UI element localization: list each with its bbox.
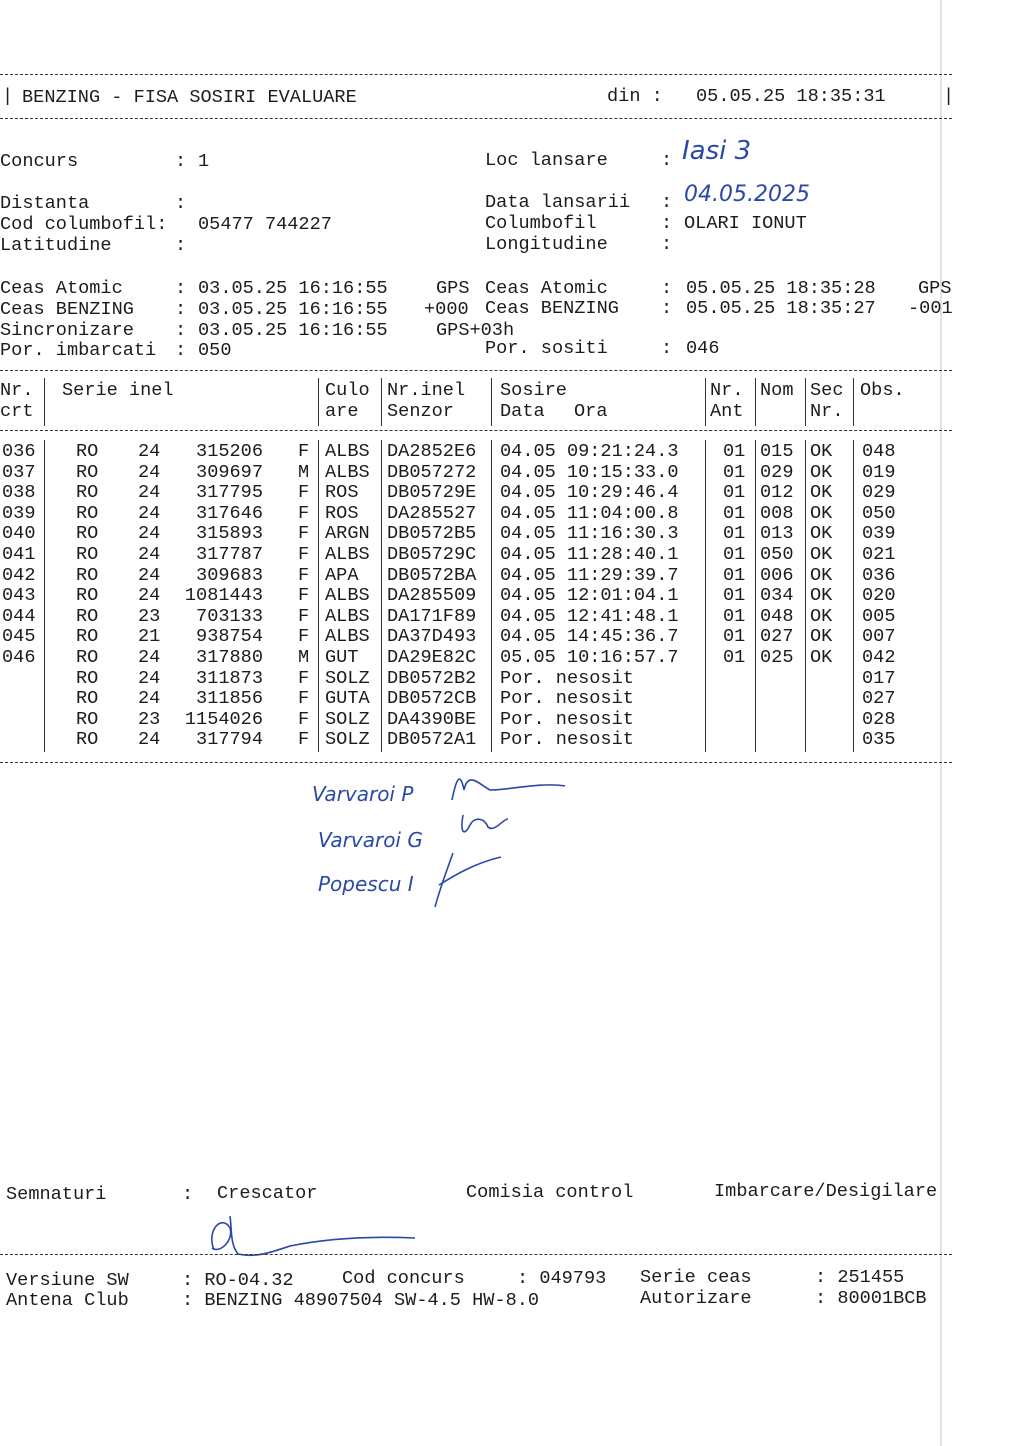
cell-nr-ant: 01 <box>723 565 746 586</box>
header-bar-right: | <box>943 86 955 107</box>
document-title: BENZING - FISA SOSIRI EVALUARE <box>22 87 357 108</box>
cell-nr-ant: 01 <box>723 441 746 462</box>
loc-lansare-colon: : <box>661 150 673 171</box>
table-column-divider <box>805 440 806 752</box>
cell-culoare: APA <box>325 565 359 586</box>
cell-obs: 036 <box>862 565 896 586</box>
cell-sex: F <box>298 626 310 647</box>
cell-nr-ant: 01 <box>723 503 746 524</box>
cell-obs: 048 <box>862 441 896 462</box>
cell-nr-ant: 01 <box>723 482 746 503</box>
cell-an: 24 <box>138 544 161 565</box>
cell-crt: 036 <box>2 441 36 462</box>
cell-nom: 027 <box>760 626 794 647</box>
cell-inel: 317787 <box>196 544 263 565</box>
versiune-sw-label: Versiune SW <box>6 1270 129 1291</box>
cell-sec: OK <box>810 544 833 565</box>
serie-ceas-label: Serie ceas <box>640 1267 752 1288</box>
cod-concurs-label: Cod concurs <box>342 1268 465 1289</box>
cell-sec: OK <box>810 462 833 483</box>
cell-nom: 006 <box>760 565 794 586</box>
table-top-rule <box>0 370 952 371</box>
cell-sex: M <box>298 462 310 483</box>
table-header-divider <box>318 378 319 426</box>
handwritten-name-3: Popescu I <box>318 872 414 896</box>
cell-inel: 309683 <box>196 565 263 586</box>
cell-tara: RO <box>76 688 99 709</box>
cell-nom: 025 <box>760 647 794 668</box>
cell-sosire: 04.05 11:28:40.1 <box>500 544 679 565</box>
cell-inel: 703133 <box>196 606 263 627</box>
cell-culoare: SOLZ <box>325 709 370 730</box>
cell-sex: F <box>298 606 310 627</box>
concurs-colon: : <box>175 151 187 172</box>
serie-ceas-value: : 251455 <box>815 1267 905 1288</box>
cell-sosire: 04.05 10:15:33.0 <box>500 462 679 483</box>
crescator-signature <box>200 1210 430 1270</box>
clock-left-suffix: +000 <box>424 299 469 320</box>
cell-sex: M <box>298 647 310 668</box>
cell-crt: 037 <box>2 462 36 483</box>
table-header-rule <box>0 430 952 431</box>
cell-an: 24 <box>138 585 161 606</box>
cell-culoare: ALBS <box>325 606 370 627</box>
cell-sosire: 04.05 11:16:30.3 <box>500 523 679 544</box>
loc-lansare-handwritten: Iasi 3 <box>682 136 752 166</box>
cell-obs: 005 <box>862 606 896 627</box>
cell-senzor: DA29E82C <box>387 647 477 668</box>
header-ora: Ora <box>574 401 608 422</box>
cell-sosire: 04.05 12:01:04.1 <box>500 585 679 606</box>
cell-sosire: Por. nesosit <box>500 668 634 689</box>
cell-tara: RO <box>76 503 99 524</box>
cod-columbofil-value: 05477 744227 <box>198 214 332 235</box>
cell-inel: 317880 <box>196 647 263 668</box>
cell-sosire: Por. nesosit <box>500 688 634 709</box>
cell-culoare: ROS <box>325 482 359 503</box>
cell-crt: 042 <box>2 565 36 586</box>
cell-crt: 038 <box>2 482 36 503</box>
clock-right-colon: : <box>661 298 673 319</box>
cell-senzor: DA37D493 <box>387 626 477 647</box>
latitudine-colon: : <box>175 235 187 256</box>
cell-an: 24 <box>138 668 161 689</box>
cell-sex: F <box>298 565 310 586</box>
cell-senzor: DB0572B5 <box>387 523 477 544</box>
data-lansarii-handwritten: 04.05.2025 <box>684 182 810 207</box>
cell-an: 24 <box>138 441 161 462</box>
clock-left-value: 03.05.25 16:16:55 <box>198 299 388 320</box>
cell-an: 24 <box>138 647 161 668</box>
cell-sec: OK <box>810 523 833 544</box>
cell-tara: RO <box>76 585 99 606</box>
cell-senzor: DA285527 <box>387 503 477 524</box>
cell-inel: 317794 <box>196 729 263 750</box>
cell-culoare: GUTA <box>325 688 370 709</box>
longitudine-label: Longitudine <box>485 234 608 255</box>
crescator-label: Crescator <box>217 1183 318 1204</box>
handwritten-name-1: Varvaroi P <box>312 782 414 806</box>
header-bar-left: | <box>2 86 14 107</box>
clock-left-value: 03.05.25 16:16:55 <box>198 278 388 299</box>
cell-sec: OK <box>810 647 833 668</box>
cell-inel: 309697 <box>196 462 263 483</box>
cell-sosire: 04.05 11:29:39.7 <box>500 565 679 586</box>
cell-obs: 020 <box>862 585 896 606</box>
cell-obs: 035 <box>862 729 896 750</box>
header-top-rule <box>0 74 952 75</box>
cell-tara: RO <box>76 729 99 750</box>
table-header-divider <box>44 378 45 426</box>
distanta-colon: : <box>175 193 187 214</box>
table-column-divider <box>755 440 756 752</box>
cell-nom: 034 <box>760 585 794 606</box>
header-nrinel-line2: Senzor <box>387 401 454 422</box>
distanta-label: Distanta <box>0 193 90 214</box>
cell-tara: RO <box>76 523 99 544</box>
cell-inel: 1154026 <box>184 709 263 730</box>
header-date-value: 05.05.25 18:35:31 <box>696 86 886 107</box>
cell-inel: 317646 <box>196 503 263 524</box>
cell-tara: RO <box>76 544 99 565</box>
handwritten-name-2: Varvaroi G <box>318 828 423 852</box>
antena-club-value: : BENZING 48907504 SW-4.5 HW-8.0 <box>182 1290 540 1311</box>
scan-edge-line <box>940 0 942 1446</box>
clock-left-suffix: GPS+03h <box>436 320 515 341</box>
cell-senzor: DA4390BE <box>387 709 477 730</box>
cell-obs: 042 <box>862 647 896 668</box>
cell-obs: 028 <box>862 709 896 730</box>
cell-obs: 019 <box>862 462 896 483</box>
cell-sex: F <box>298 688 310 709</box>
clock-right-colon: : <box>661 278 673 299</box>
cell-culoare: ALBS <box>325 441 370 462</box>
cell-inel: 315206 <box>196 441 263 462</box>
cell-senzor: DB0572CB <box>387 688 477 709</box>
cell-sex: F <box>298 503 310 524</box>
cell-sosire: Por. nesosit <box>500 729 634 750</box>
cell-inel: 317795 <box>196 482 263 503</box>
clock-left-label: Por. imbarcati <box>0 340 157 361</box>
cell-tara: RO <box>76 626 99 647</box>
clock-left-colon: : <box>175 340 187 361</box>
header-nom: Nom <box>760 380 794 401</box>
cell-tara: RO <box>76 606 99 627</box>
cell-nom: 013 <box>760 523 794 544</box>
cell-culoare: ALBS <box>325 462 370 483</box>
cod-columbofil-label: Cod columbofil: <box>0 214 168 235</box>
cell-tara: RO <box>76 647 99 668</box>
header-sec-line1: Sec <box>810 380 844 401</box>
cell-culoare: ALBS <box>325 544 370 565</box>
cell-inel: 315893 <box>196 523 263 544</box>
table-header-divider <box>853 378 854 426</box>
handwritten-initials-3 <box>425 845 515 915</box>
cell-obs: 027 <box>862 688 896 709</box>
latitudine-label: Latitudine <box>0 235 112 256</box>
header-date-label: din : <box>607 86 663 107</box>
cell-tara: RO <box>76 565 99 586</box>
cell-nr-ant: 01 <box>723 462 746 483</box>
clock-left-value: 050 <box>198 340 232 361</box>
cell-culoare: SOLZ <box>325 668 370 689</box>
cell-inel: 311856 <box>196 688 263 709</box>
cell-sosire: 04.05 14:45:36.7 <box>500 626 679 647</box>
cell-crt: 041 <box>2 544 36 565</box>
table-header-divider <box>705 378 706 426</box>
cell-culoare: GUT <box>325 647 359 668</box>
clock-right-value: 05.05.25 18:35:28 <box>686 278 876 299</box>
clock-right-suffix: -001 <box>908 298 953 319</box>
cell-sex: F <box>298 441 310 462</box>
cell-sosire: 04.05 10:29:46.4 <box>500 482 679 503</box>
cell-sec: OK <box>810 565 833 586</box>
cell-nr-ant: 01 <box>723 626 746 647</box>
header-nr-line2: crt <box>0 401 34 422</box>
cell-sec: OK <box>810 503 833 524</box>
cell-sex: F <box>298 482 310 503</box>
cell-senzor: DB0572A1 <box>387 729 477 750</box>
longitudine-colon: : <box>661 234 673 255</box>
cell-crt: 040 <box>2 523 36 544</box>
cell-sex: F <box>298 544 310 565</box>
cell-obs: 007 <box>862 626 896 647</box>
cell-an: 24 <box>138 729 161 750</box>
cell-tara: RO <box>76 462 99 483</box>
clock-left-label: Ceas BENZING <box>0 299 134 320</box>
cell-tara: RO <box>76 441 99 462</box>
cell-sec: OK <box>810 606 833 627</box>
cell-senzor: DB057272 <box>387 462 477 483</box>
cell-sex: F <box>298 709 310 730</box>
cell-senzor: DA2852E6 <box>387 441 477 462</box>
clock-right-label: Ceas Atomic <box>485 278 608 299</box>
data-lansarii-colon: : <box>661 192 673 213</box>
cell-an: 24 <box>138 462 161 483</box>
header-nr-line1: Nr. <box>0 380 34 401</box>
clock-left-colon: : <box>175 278 187 299</box>
columbofil-colon: : <box>661 213 673 234</box>
semnaturi-label: Semnaturi <box>6 1184 107 1205</box>
clock-right-label: Por. sositi <box>485 338 608 359</box>
cell-sex: F <box>298 729 310 750</box>
loc-lansare-label: Loc lansare <box>485 150 608 171</box>
cell-nr-ant: 01 <box>723 544 746 565</box>
header-sec-line2: Nr. <box>810 401 844 422</box>
header-culoare-line2: are <box>325 401 359 422</box>
cell-obs: 029 <box>862 482 896 503</box>
footer-top-rule <box>0 1254 952 1255</box>
table-column-divider <box>705 440 706 752</box>
cell-an: 24 <box>138 523 161 544</box>
data-lansarii-label: Data lansarii <box>485 192 631 213</box>
header-culoare-line1: Culo <box>325 380 370 401</box>
clock-left-colon: : <box>175 299 187 320</box>
cell-an: 24 <box>138 688 161 709</box>
header-nrant-line1: Nr. <box>710 380 744 401</box>
cell-tara: RO <box>76 709 99 730</box>
cell-sec: OK <box>810 626 833 647</box>
cell-sosire: 04.05 11:04:00.8 <box>500 503 679 524</box>
cell-obs: 050 <box>862 503 896 524</box>
clock-right-suffix: GPS <box>918 278 952 299</box>
cell-nom: 029 <box>760 462 794 483</box>
cell-nr-ant: 01 <box>723 647 746 668</box>
cell-sex: F <box>298 668 310 689</box>
comisia-control-label: Comisia control <box>466 1182 634 1203</box>
table-column-divider <box>491 440 492 752</box>
cell-nom: 012 <box>760 482 794 503</box>
table-header-divider <box>755 378 756 426</box>
cell-obs: 021 <box>862 544 896 565</box>
table-header-divider <box>491 378 492 426</box>
clock-left-label: Sincronizare <box>0 320 134 341</box>
cell-sosire: 04.05 12:41:48.1 <box>500 606 679 627</box>
cell-an: 21 <box>138 626 161 647</box>
header-nrant-line2: Ant <box>710 401 744 422</box>
cod-concurs-value: : 049793 <box>517 1268 607 1289</box>
cell-an: 24 <box>138 503 161 524</box>
cell-inel: 311873 <box>196 668 263 689</box>
cell-tara: RO <box>76 668 99 689</box>
clock-left-label: Ceas Atomic <box>0 278 123 299</box>
columbofil-value: OLARI IONUT <box>684 213 807 234</box>
clock-right-label: Ceas BENZING <box>485 298 619 319</box>
columbofil-label: Columbofil <box>485 213 597 234</box>
antena-club-label: Antena Club <box>6 1290 129 1311</box>
cell-culoare: ARGN <box>325 523 370 544</box>
cell-senzor: DA171F89 <box>387 606 477 627</box>
cell-culoare: ALBS <box>325 626 370 647</box>
cell-obs: 039 <box>862 523 896 544</box>
cell-nom: 015 <box>760 441 794 462</box>
cell-senzor: DB0572B2 <box>387 668 477 689</box>
cell-senzor: DB0572BA <box>387 565 477 586</box>
header-bottom-rule <box>0 118 952 119</box>
cell-an: 23 <box>138 709 161 730</box>
concurs-value: 1 <box>198 151 210 172</box>
imbarcare-desigilare-label: Imbarcare/Desigilare <box>714 1181 938 1202</box>
clock-left-suffix: GPS <box>436 278 470 299</box>
table-header-divider <box>805 378 806 426</box>
clock-left-value: 03.05.25 16:16:55 <box>198 320 388 341</box>
cell-crt: 046 <box>2 647 36 668</box>
cell-nom: 008 <box>760 503 794 524</box>
semnaturi-colon: : <box>182 1184 194 1205</box>
cell-sex: F <box>298 585 310 606</box>
cell-culoare: SOLZ <box>325 729 370 750</box>
cell-inel: 938754 <box>196 626 263 647</box>
cell-senzor: DA285509 <box>387 585 477 606</box>
table-column-divider <box>318 440 319 752</box>
cell-crt: 044 <box>2 606 36 627</box>
table-header-divider <box>381 378 382 426</box>
cell-crt: 039 <box>2 503 36 524</box>
cell-crt: 043 <box>2 585 36 606</box>
cell-an: 24 <box>138 482 161 503</box>
header-nrinel-line1: Nr.inel <box>387 380 466 401</box>
cell-an: 23 <box>138 606 161 627</box>
header-sosire: Sosire <box>500 380 567 401</box>
clock-right-value: 046 <box>686 338 720 359</box>
cell-inel: 1081443 <box>184 585 263 606</box>
header-obs: Obs. <box>860 380 905 401</box>
cell-tara: RO <box>76 482 99 503</box>
clock-right-value: 05.05.25 18:35:27 <box>686 298 876 319</box>
header-data: Data <box>500 401 545 422</box>
autorizare-label: Autorizare <box>640 1288 752 1309</box>
cell-obs: 017 <box>862 668 896 689</box>
table-column-divider <box>381 440 382 752</box>
cell-sec: OK <box>810 441 833 462</box>
cell-nom: 048 <box>760 606 794 627</box>
clock-left-colon: : <box>175 320 187 341</box>
cell-nom: 050 <box>760 544 794 565</box>
cell-senzor: DB05729E <box>387 482 477 503</box>
cell-sec: OK <box>810 585 833 606</box>
cell-nr-ant: 01 <box>723 585 746 606</box>
table-column-divider <box>853 440 854 752</box>
versiune-sw-value: : RO-04.32 <box>182 1270 294 1291</box>
cell-culoare: ROS <box>325 503 359 524</box>
cell-nr-ant: 01 <box>723 606 746 627</box>
cell-sosire: 04.05 09:21:24.3 <box>500 441 679 462</box>
autorizare-value: : 80001BCB <box>815 1288 927 1309</box>
cell-sosire: 05.05 10:16:57.7 <box>500 647 679 668</box>
cell-sosire: Por. nesosit <box>500 709 634 730</box>
clock-right-colon: : <box>661 338 673 359</box>
cell-sec: OK <box>810 482 833 503</box>
cell-sex: F <box>298 523 310 544</box>
cell-senzor: DB05729C <box>387 544 477 565</box>
cell-culoare: ALBS <box>325 585 370 606</box>
header-serie-inel: Serie inel <box>62 380 174 401</box>
cell-an: 24 <box>138 565 161 586</box>
concurs-label: Concurs <box>0 151 79 172</box>
cell-crt: 045 <box>2 626 36 647</box>
cell-nr-ant: 01 <box>723 523 746 544</box>
table-column-divider <box>44 440 45 752</box>
